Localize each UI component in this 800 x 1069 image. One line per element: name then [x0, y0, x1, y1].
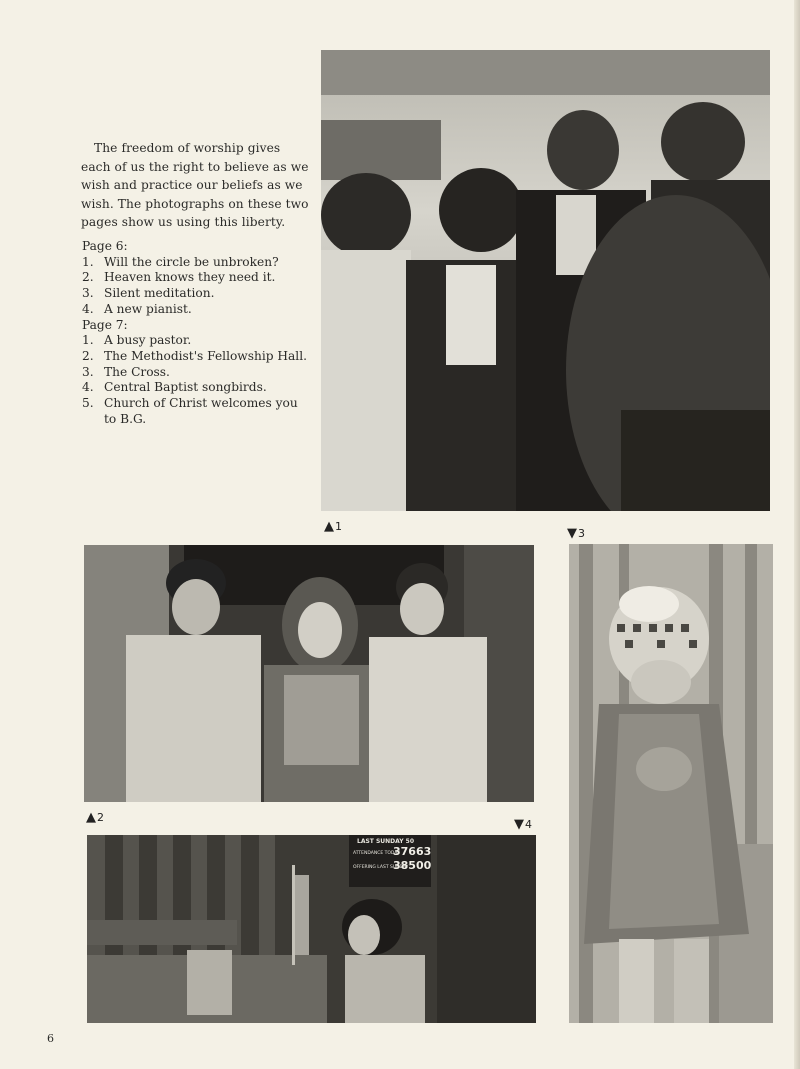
marker-4: ▼ 4: [514, 817, 532, 832]
svg-text:38500: 38500: [393, 859, 432, 872]
caption-list: [82, 239, 312, 427]
page-edge: [794, 0, 800, 1069]
svg-text:OFFERING LAST SUNDAY: OFFERING LAST SUNDAY: [353, 865, 409, 870]
triangle-up-icon: ▲: [324, 519, 334, 534]
caption-item: 3. The Cross.: [82, 364, 170, 379]
triangle-down-icon: ▼: [567, 526, 577, 541]
intro-text: The freedom of worship gives each of us the right to believe as we wish and practice our beliefs as we wish. The photographs on these two pages show us using this liberty.: [81, 141, 309, 229]
intro-paragraph: [81, 139, 311, 232]
triangle-down-icon: ▼: [514, 817, 524, 832]
photo-4-pianist: [87, 835, 536, 1023]
caption-item: 2. The Methodist's Fellowship Hall.: [82, 348, 307, 363]
caption-item: 2. Heaven knows they need it.: [82, 270, 276, 285]
photo-3-child-meditation: [569, 544, 773, 1023]
caption-item: 1. A busy pastor.: [82, 333, 192, 348]
marker-2: ▲ 2: [86, 810, 104, 825]
triangle-up-icon: ▲: [86, 810, 96, 825]
photo-2-standing-students: [84, 545, 534, 802]
svg-text:LAST SUNDAY 50: LAST SUNDAY 50: [357, 838, 415, 845]
marker-3: ▼ 3: [567, 526, 585, 541]
caption-item: 1. Will the circle be unbroken?: [82, 254, 279, 269]
caption-item: 5. Church of Christ welcomes you to B.G.: [82, 396, 298, 426]
page7-header: Page 7:: [82, 317, 128, 332]
page7-captions: [82, 333, 312, 427]
page6-header: Page 6:: [82, 239, 128, 253]
page-number: 6: [47, 1032, 54, 1045]
svg-text:37663: 37663: [393, 845, 432, 858]
photo-1-prayer-circle: [321, 50, 770, 511]
page6-captions: [82, 255, 312, 318]
caption-item: 4. A new pianist.: [82, 301, 192, 316]
svg-text:ATTENDANCE TODAY: ATTENDANCE TODAY: [353, 851, 400, 856]
caption-item: 4. Central Baptist songbirds.: [82, 380, 267, 395]
caption-item: 3. Silent meditation.: [82, 286, 215, 301]
marker-1: ▲ 1: [324, 519, 342, 534]
